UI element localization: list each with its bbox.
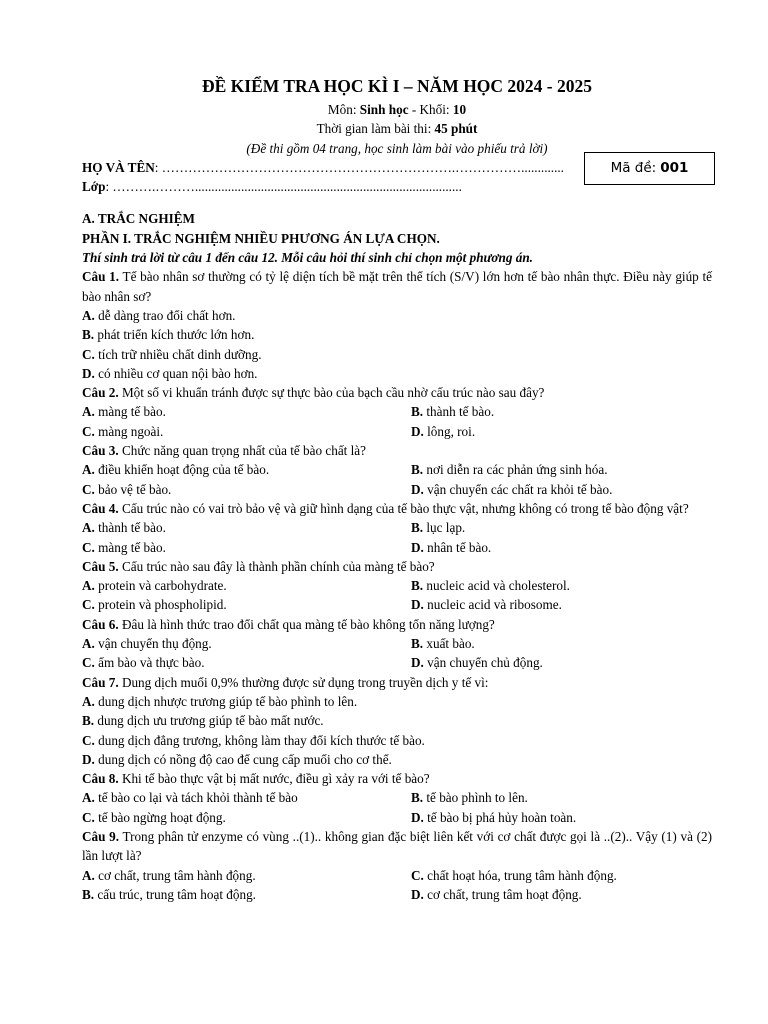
option-letter: D. [411, 423, 424, 439]
option [411, 518, 711, 537]
option-letter: C. [82, 481, 95, 497]
option [411, 885, 711, 904]
option-letter: D. [411, 886, 424, 902]
option [82, 576, 411, 595]
option-text: cơ chất, trung tâm hành động. [94, 867, 256, 883]
option-text: màng tế bào. [94, 539, 166, 555]
option-text: tế bào phình to lên. [423, 790, 528, 806]
option [82, 595, 411, 614]
option-text: tế bào co lại và tách khỏi thành tế bào [94, 790, 298, 806]
option-text: cấu trúc, trung tâm hoạt động. [94, 886, 256, 902]
option-letter: D. [411, 809, 424, 825]
part-1-heading: PHẦN I. TRẮC NGHIỆM NHIỀU PHƯƠNG ÁN LỰA CHỌN. [82, 230, 440, 246]
option [82, 711, 712, 730]
question-text: Chức năng quan trọng nhất của tế bào chất là? [118, 443, 367, 459]
option-text: cơ chất, trung tâm hoạt động. [423, 886, 582, 902]
option-letter: B. [411, 404, 424, 420]
option-text: vận chuyển thụ động. [94, 636, 212, 652]
option [82, 885, 411, 904]
option-letter: C. [411, 867, 424, 883]
question-number: Câu 5. [82, 558, 119, 574]
option [411, 402, 711, 421]
option-letter: D. [411, 655, 424, 671]
option-text: protein và phospholipid. [94, 597, 227, 613]
option-letter: B. [411, 636, 424, 652]
option [82, 866, 411, 885]
option-letter: C. [82, 539, 95, 555]
option-letter: B. [411, 790, 424, 806]
option-text: bảo vệ tế bào. [94, 481, 172, 497]
option-letter: C. [82, 597, 95, 613]
option-letter: A. [82, 462, 95, 478]
exam-note: (Đề thi gồm 04 trang, học sinh làm bài vào phiếu trả lời) [246, 140, 548, 156]
time-line: Thời gian làm bài thi: 45 phút [316, 121, 478, 137]
option-text: tế bào ngừng hoạt động. [94, 809, 226, 825]
question-6 [82, 615, 712, 634]
option-text: tích trữ nhiều chất dinh dưỡng. [94, 346, 262, 362]
grade-value: 10 [452, 102, 467, 117]
option-letter: A. [82, 636, 95, 652]
option-text: dễ dàng trao đổi chất hơn. [94, 307, 236, 323]
subject-line: Môn: Sinh học - Khối: 10 [327, 102, 467, 117]
option-letter: D. [82, 751, 95, 767]
option [411, 538, 711, 557]
option [411, 808, 711, 827]
option-text: dung dịch đẳng trương, không làm thay đổi kích thước tế bào. [94, 732, 425, 748]
question-7 [82, 673, 712, 692]
option [411, 653, 711, 672]
options-2 [82, 402, 712, 441]
question-text: Cấu trúc nào có vai trò bảo vệ và giữ hình dạng của tế bào thực vật, nhưng không có trong tế bào động vật? [118, 500, 689, 516]
option [82, 653, 411, 672]
option-letter: D. [411, 539, 424, 555]
question-number: Câu 2. [82, 385, 119, 401]
option-text: vận chuyển các chất ra khỏi tế bào. [423, 481, 613, 497]
option-letter: C. [82, 423, 95, 439]
question-number: Câu 3. [82, 443, 119, 459]
options-3 [82, 460, 712, 499]
options-9 [82, 866, 712, 905]
option-letter: C. [82, 346, 95, 362]
option-letter: A. [82, 578, 95, 594]
option [411, 460, 711, 479]
option [82, 422, 411, 441]
question-number: Câu 1. [82, 269, 120, 285]
option-text: dung dịch ưu trương giúp tế bào mất nước. [94, 713, 324, 729]
option [411, 634, 711, 653]
option-letter: B. [411, 520, 424, 536]
option-text: màng ngoài. [94, 423, 164, 439]
option-letter: C. [82, 809, 95, 825]
option-text: lục lạp. [423, 520, 466, 536]
option-text: protein và carbohydrate. [94, 578, 227, 594]
options-4 [82, 518, 712, 557]
option-letter: D. [82, 365, 95, 381]
question-number: Câu 7. [82, 674, 119, 690]
option-letter: B. [82, 713, 95, 729]
option-text: chất hoạt hóa, trung tâm hành động. [423, 867, 617, 883]
option-letter: A. [82, 790, 95, 806]
option [82, 364, 712, 383]
option [82, 480, 411, 499]
question-text: Khi tế bào thực vật bị mất nước, điều gì xảy ra với tế bào? [118, 771, 430, 787]
student-info [82, 158, 712, 197]
question-text: Một số vi khuẩn tránh được sự thực bào của bạch cầu nhờ cấu trúc nào sau đây? [118, 385, 545, 401]
option-text: thành tế bào. [423, 404, 495, 420]
option [82, 518, 411, 537]
option-letter: B. [411, 462, 424, 478]
question-text: Cấu trúc nào sau đây là thành phần chính của màng tế bào? [118, 558, 435, 574]
option-letter: C. [82, 732, 95, 748]
option [411, 480, 711, 499]
option-text: ẩm bào và thực bào. [94, 655, 205, 671]
question-1 [82, 267, 712, 306]
option-letter: A. [82, 693, 95, 709]
option-letter: B. [411, 578, 424, 594]
question-9 [82, 827, 712, 866]
options-5 [82, 576, 712, 615]
option [411, 576, 711, 595]
question-text: Dung dịch muối 0,9% thường được sử dụng trong truyền dịch y tế vì: [118, 674, 489, 690]
option-text: dung dịch có nồng độ cao để cung cấp muối cho cơ thể. [94, 751, 392, 767]
exam-code: 001 [660, 159, 689, 176]
subject-name: Sinh học [359, 102, 409, 117]
option [82, 692, 712, 711]
option-text: nucleic acid và cholesterol. [423, 578, 570, 594]
option [82, 345, 712, 364]
option-letter: B. [82, 327, 95, 343]
option-text: xuất bào. [423, 636, 475, 652]
option [82, 306, 712, 325]
option [82, 402, 411, 421]
question-text: Trong phân tử enzyme có vùng ..(1).. không gian đặc biệt liên kết với cơ chất được gọi là ..(2).. Vậy (1) và (2) lần lượt là? [82, 828, 712, 864]
question-number: Câu 9. [82, 828, 120, 844]
question-number: Câu 6. [82, 616, 119, 632]
instruction: Thí sinh trả lời từ câu 1 đến câu 12. Mỗi câu hỏi thí sinh chỉ chọn một phương án. [82, 250, 533, 266]
option [411, 866, 711, 885]
option [411, 422, 711, 441]
option-text: có nhiều cơ quan nội bào hơn. [94, 365, 258, 381]
option-letter: D. [411, 481, 424, 497]
option-letter: C. [82, 655, 95, 671]
option-text: nucleic acid và ribosome. [423, 597, 562, 613]
option [82, 538, 411, 557]
option-text: nhân tế bào. [423, 539, 492, 555]
options-7 [82, 692, 712, 769]
option-letter: D. [411, 597, 424, 613]
option [82, 634, 411, 653]
options-1 [82, 306, 712, 383]
question-number: Câu 8. [82, 771, 119, 787]
question-4 [82, 499, 712, 518]
exam-title: ĐỀ KIỂM TRA HỌC KÌ I – NĂM HỌC 2024 - 2025 [201, 76, 593, 96]
option-text: vận chuyển chủ động. [423, 655, 543, 671]
option-text: thành tế bào. [94, 520, 166, 536]
option-letter: A. [82, 867, 95, 883]
question-list [82, 267, 712, 904]
option-text: màng tế bào. [94, 404, 166, 420]
option-letter: A. [82, 404, 95, 420]
option-text: phát triển kích thước lớn hơn. [94, 327, 255, 343]
option-text: lông, roi. [423, 423, 476, 439]
option [82, 808, 411, 827]
section-a-heading: A. TRẮC NGHIỆM [82, 211, 195, 227]
option-letter: A. [82, 520, 95, 536]
option [82, 460, 411, 479]
exam-page [82, 74, 712, 904]
name-line: HỌ VÀ TÊN: ………………………………………………………….……………............. [82, 159, 564, 175]
exam-code-box: Mã đề: 001 [584, 152, 715, 185]
option-text: tế bào bị phá hủy hoàn toàn. [423, 809, 577, 825]
class-line: Lớp: ……….………................................................................................. [82, 179, 462, 195]
option [82, 325, 712, 344]
question-2 [82, 383, 712, 402]
option-letter: A. [82, 307, 95, 323]
option-text: nơi diễn ra các phản ứng sinh hóa. [423, 462, 608, 478]
question-5 [82, 557, 712, 576]
options-6 [82, 634, 712, 673]
option-text: dung dịch nhược trương giúp tế bào phình to lên. [94, 693, 358, 709]
question-number: Câu 4. [82, 500, 119, 516]
option [411, 788, 711, 807]
options-8 [82, 788, 712, 827]
option [82, 788, 411, 807]
option-text: điều khiển hoạt động của tế bào. [94, 462, 270, 478]
question-text: Tế bào nhân sơ thường có tỷ lệ diện tích bề mặt trên thể tích (S/V) lớn hơn tế bào nhân thực. Điều này giúp tế bào nhân sơ? [82, 269, 712, 304]
question-3 [82, 441, 712, 460]
question-8 [82, 769, 712, 788]
option-letter: B. [82, 886, 95, 902]
option [411, 595, 711, 614]
question-text: Đâu là hình thức trao đổi chất qua màng tế bào không tốn năng lượng? [118, 616, 495, 632]
option [82, 750, 712, 769]
option [82, 731, 712, 750]
time-value: 45 phút [434, 121, 478, 137]
